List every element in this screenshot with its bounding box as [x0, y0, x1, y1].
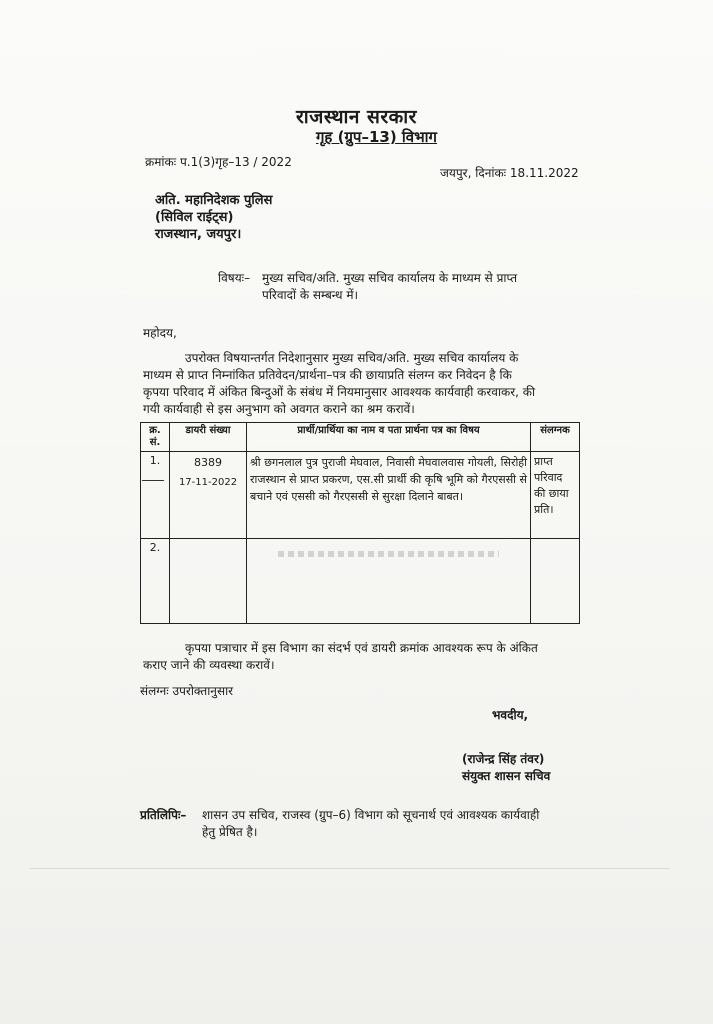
closing-yours: भवदीय, [492, 708, 529, 722]
cell-diary [170, 539, 247, 624]
table-row [141, 539, 580, 624]
paragraph-line: कृपया पत्राचार में इस विभाग का संदर्भ एवं डायरी क्रमांक आवश्यक रूप के अंकित [185, 641, 538, 655]
header-details: प्रार्थी/प्रार्थिया का नाम व पता प्रार्थना पत्र का विषय [247, 423, 531, 452]
addressee-line: राजस्थान, जयपुर। [155, 227, 242, 242]
subject-text: मुख्य सचिव/अति. मुख्य सचिव कार्यालय के माध्यम से प्राप्त [262, 271, 518, 285]
cell-details: श्री छगनलाल पुत्र पुराजी मेघवाल, निवासी मेघवालवास गोयली, सिरोही राजस्थान से प्राप्त प्रकरण, एस.सी प्रार्थी की कृषि भूमि को गैरएससी से बचाने एवं एससी को गैरएससी से सुरक्षा दिलाने बाबत। [247, 452, 531, 539]
header-diary: डायरी संख्या [170, 423, 247, 452]
redacted-text [278, 551, 500, 557]
paper-fold-line [30, 868, 670, 869]
cell-attachment [531, 539, 580, 624]
cell-diary [170, 452, 247, 539]
paragraph-line: गयी कार्यवाही से इस अनुभाग को अवगत कराने का श्रम करावें। [143, 402, 415, 416]
subject-label: विषयः– [218, 271, 251, 285]
diary-date: 17-11-2022 [178, 477, 238, 488]
paragraph-line: माध्यम से प्राप्त निम्नांकित प्रतिवेदन/प्रार्थना–पत्र की छायाप्रति संलग्न कर निवेदन है कि [143, 368, 512, 382]
copy-text: हेतु प्रेषित है। [202, 825, 258, 839]
subject-text: परिवादों के सम्बन्ध में। [262, 288, 359, 302]
cell-attachment: प्राप्त परिवाद की छाया प्रति। [531, 452, 580, 539]
table-header-row [141, 423, 580, 452]
cell-details-redacted [247, 539, 531, 624]
letter-title: राजस्थान सरकार [296, 106, 417, 128]
header-attachment: संलग्नक [531, 423, 580, 452]
copy-label: प्रतिलिपिः– [140, 808, 187, 822]
reference-number: क्रमांकः प.1(3)गृह–13 / 2022 [145, 155, 292, 169]
department-subtitle: गृह (ग्रुप–13) विभाग [315, 128, 438, 146]
signatory-designation: संयुक्त शासन सचिव [462, 769, 551, 783]
paragraph-line: कृपया परिवाद में अंकित बिन्दुओं के संबंध में नियमानुसार आवश्यक कार्यवाही करवाकर, की [143, 385, 536, 399]
cell-serial: 1. [141, 452, 170, 539]
cell-serial: 2. [141, 539, 170, 624]
diary-number: 8389 [194, 456, 222, 469]
copy-text: शासन उप सचिव, राजस्व (ग्रुप–6) विभाग को सूचनार्थ एवं आवश्यक कार्यवाही [202, 808, 540, 822]
paragraph-line: उपरोक्त विषयान्तर्गत निदेशानुसार मुख्य सचिव/अति. मुख्य सचिव कार्यालय के [185, 351, 519, 365]
petition-table [140, 422, 580, 624]
addressee-line: अति. महानिदेशक पुलिस [155, 193, 273, 208]
enclosure-note: संलग्नः उपरोक्तानुसार [140, 684, 234, 698]
letter-date: जयपुर, दिनांकः 18.11.2022 [440, 166, 579, 180]
header-serial: क्र. सं. [141, 423, 170, 452]
paragraph-line: कराए जाने की व्यवस्था करावें। [143, 658, 275, 672]
salutation: महोदय, [143, 326, 177, 340]
signatory-name: (राजेन्द्र सिंह तंवर) [462, 752, 545, 766]
table-row [141, 452, 580, 539]
addressee-line: (सिविल राईट्स) [155, 210, 234, 225]
